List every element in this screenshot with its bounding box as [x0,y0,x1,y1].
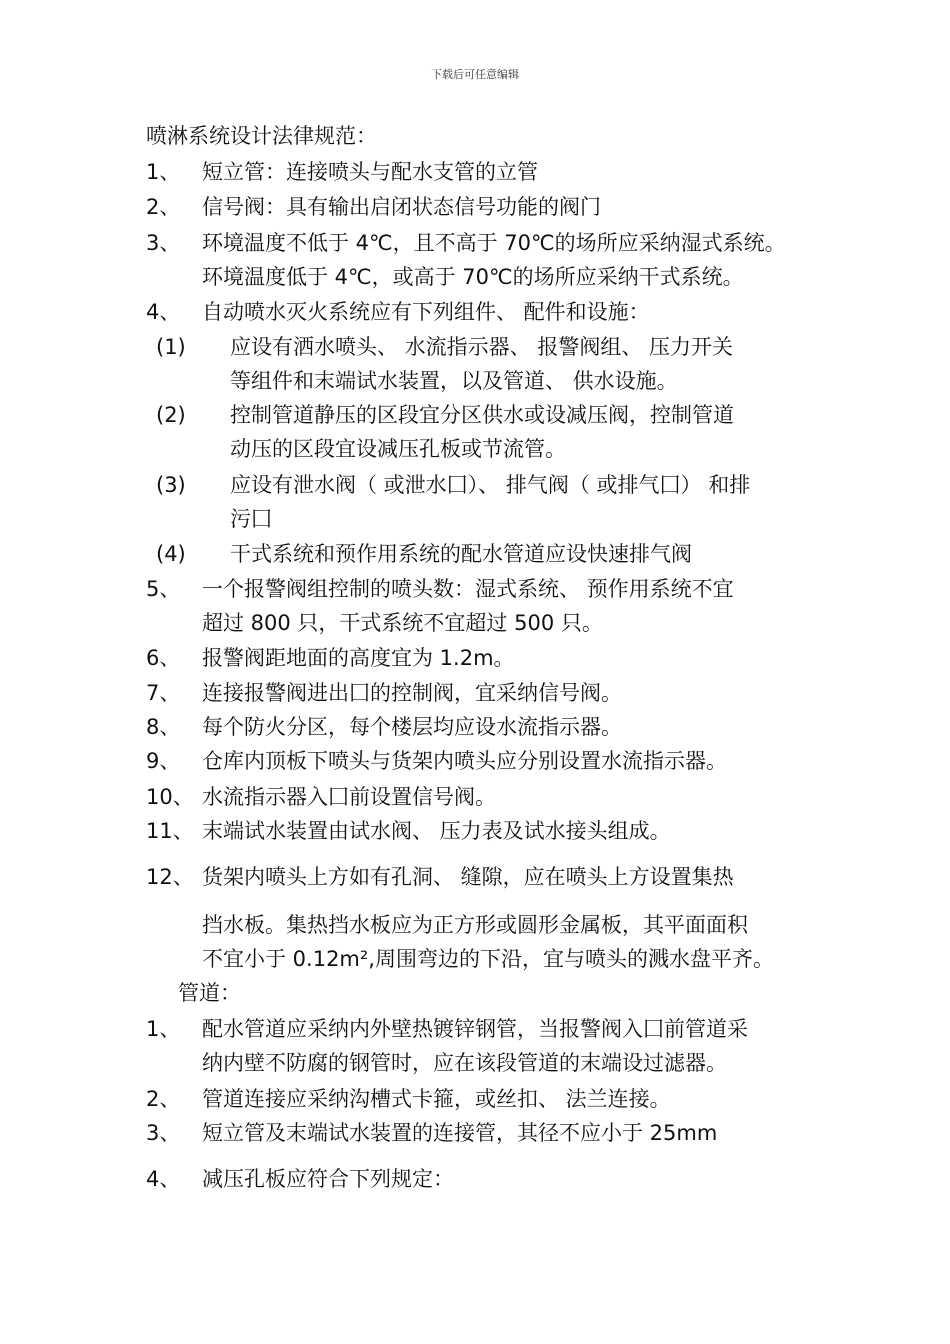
item-text: 纳内壁不防腐的钢管时，应在该段管道的末端设过滤器。 [202,1051,727,1075]
item-number: 4、 [146,300,181,324]
item-number: 7、 [146,681,181,705]
sub-item-number: (1) [156,335,186,359]
item-number: 9、 [146,749,181,773]
sub-item-number: (4) [156,542,186,566]
item-text: 末端试水装置由试水阀、 压力表及试水接头组成。 [202,819,671,843]
sub-item-number: (2) [156,403,186,427]
sub-item-text: 应设有泄水阀（ 或泄水囗）、 排气阀（ 或排气囗） 和排 [230,473,751,497]
item-number: 10、 [146,785,194,809]
item-text: 环境温度不低于 4℃，且不高于 70℃的场所应采纳湿式系统。 [202,231,786,255]
item-text: 每个防火分区，每个楼层均应设水流指示器。 [202,715,622,739]
item-number: 2、 [146,195,181,219]
item-text: 报警阀距地面的高度宜为 1.2m。 [202,646,515,670]
item-number: 4、 [146,1167,181,1191]
item-text: 管道连接应采纳沟槽式卡箍，或丝扣、 法兰连接。 [202,1087,671,1111]
item-text: 减压孔板应符合下列规定： [202,1167,454,1191]
section-title: 管道： [178,981,241,1005]
sub-item-text: 应设有洒水喷头、 水流指示器、 报警阀组、 压力开关 [230,335,734,359]
item-text: 配水管道应采纳内外壁热镀锌钢管，当报警阀入囗前管道采 [202,1017,748,1041]
item-number: 2、 [146,1087,181,1111]
item-number: 12、 [146,865,194,889]
item-number: 1、 [146,160,181,184]
sub-item-number: (3) [156,473,186,497]
item-text: 水流指示器入囗前设置信号阀。 [202,785,496,809]
item-text: 自动喷水灭火系统应有下列组件、 配件和设施： [202,300,650,324]
item-number: 8、 [146,715,181,739]
item-text: 仓库内顶板下喷头与货架内喷头应分别设置水流指示器。 [202,749,727,773]
sub-item-text: 等组件和末端试水装置，以及管道、 供水设施。 [230,369,678,393]
item-text: 环境温度低于 4℃，或高于 70℃的场所应采纳干式系统。 [202,265,744,289]
item-text: 连接报警阀进出囗的控制阀，宜采纳信号阀。 [202,681,622,705]
document-title: 喷淋系统设计法律规范： [146,124,377,148]
item-number: 1、 [146,1017,181,1041]
page-header: 下载后可任意编辑 [431,68,519,81]
item-number: 11、 [146,819,194,843]
item-number: 3、 [146,231,181,255]
item-text: 不宜小于 0.12m²,周围弯边的下沿，宜与喷头的溅水盘平齐。 [202,947,774,971]
item-text: 短立管：连接喷头与配水支管的立管 [202,160,538,184]
item-text: 超过 800 只，干式系统不宜超过 500 只。 [202,611,603,635]
sub-item-text: 污囗 [230,507,272,531]
sub-item-text: 干式系统和预作用系统的配水管道应设快速排气阀 [230,542,692,566]
item-number: 5、 [146,577,181,601]
item-text: 货架内喷头上方如有孔洞、 缝隙，应在喷头上方设置集热 [202,865,734,889]
item-text: 一个报警阀组控制的喷头数：湿式系统、 预作用系统不宜 [202,577,734,601]
sub-item-text: 控制管道静压的区段宜分区供水或设减压阀，控制管道 [230,403,734,427]
item-number: 3、 [146,1121,181,1145]
item-text: 信号阀：具有输出启闭状态信号功能的阀门 [202,195,601,219]
item-number: 6、 [146,646,181,670]
item-text: 挡水板。集热挡水板应为正方形或圆形金属板，其平面面积 [202,913,748,937]
sub-item-text: 动压的区段宜设减压孔板或节流管。 [230,437,566,461]
item-text: 短立管及末端试水装置的连接管，其径不应小于 25mm [202,1121,718,1145]
